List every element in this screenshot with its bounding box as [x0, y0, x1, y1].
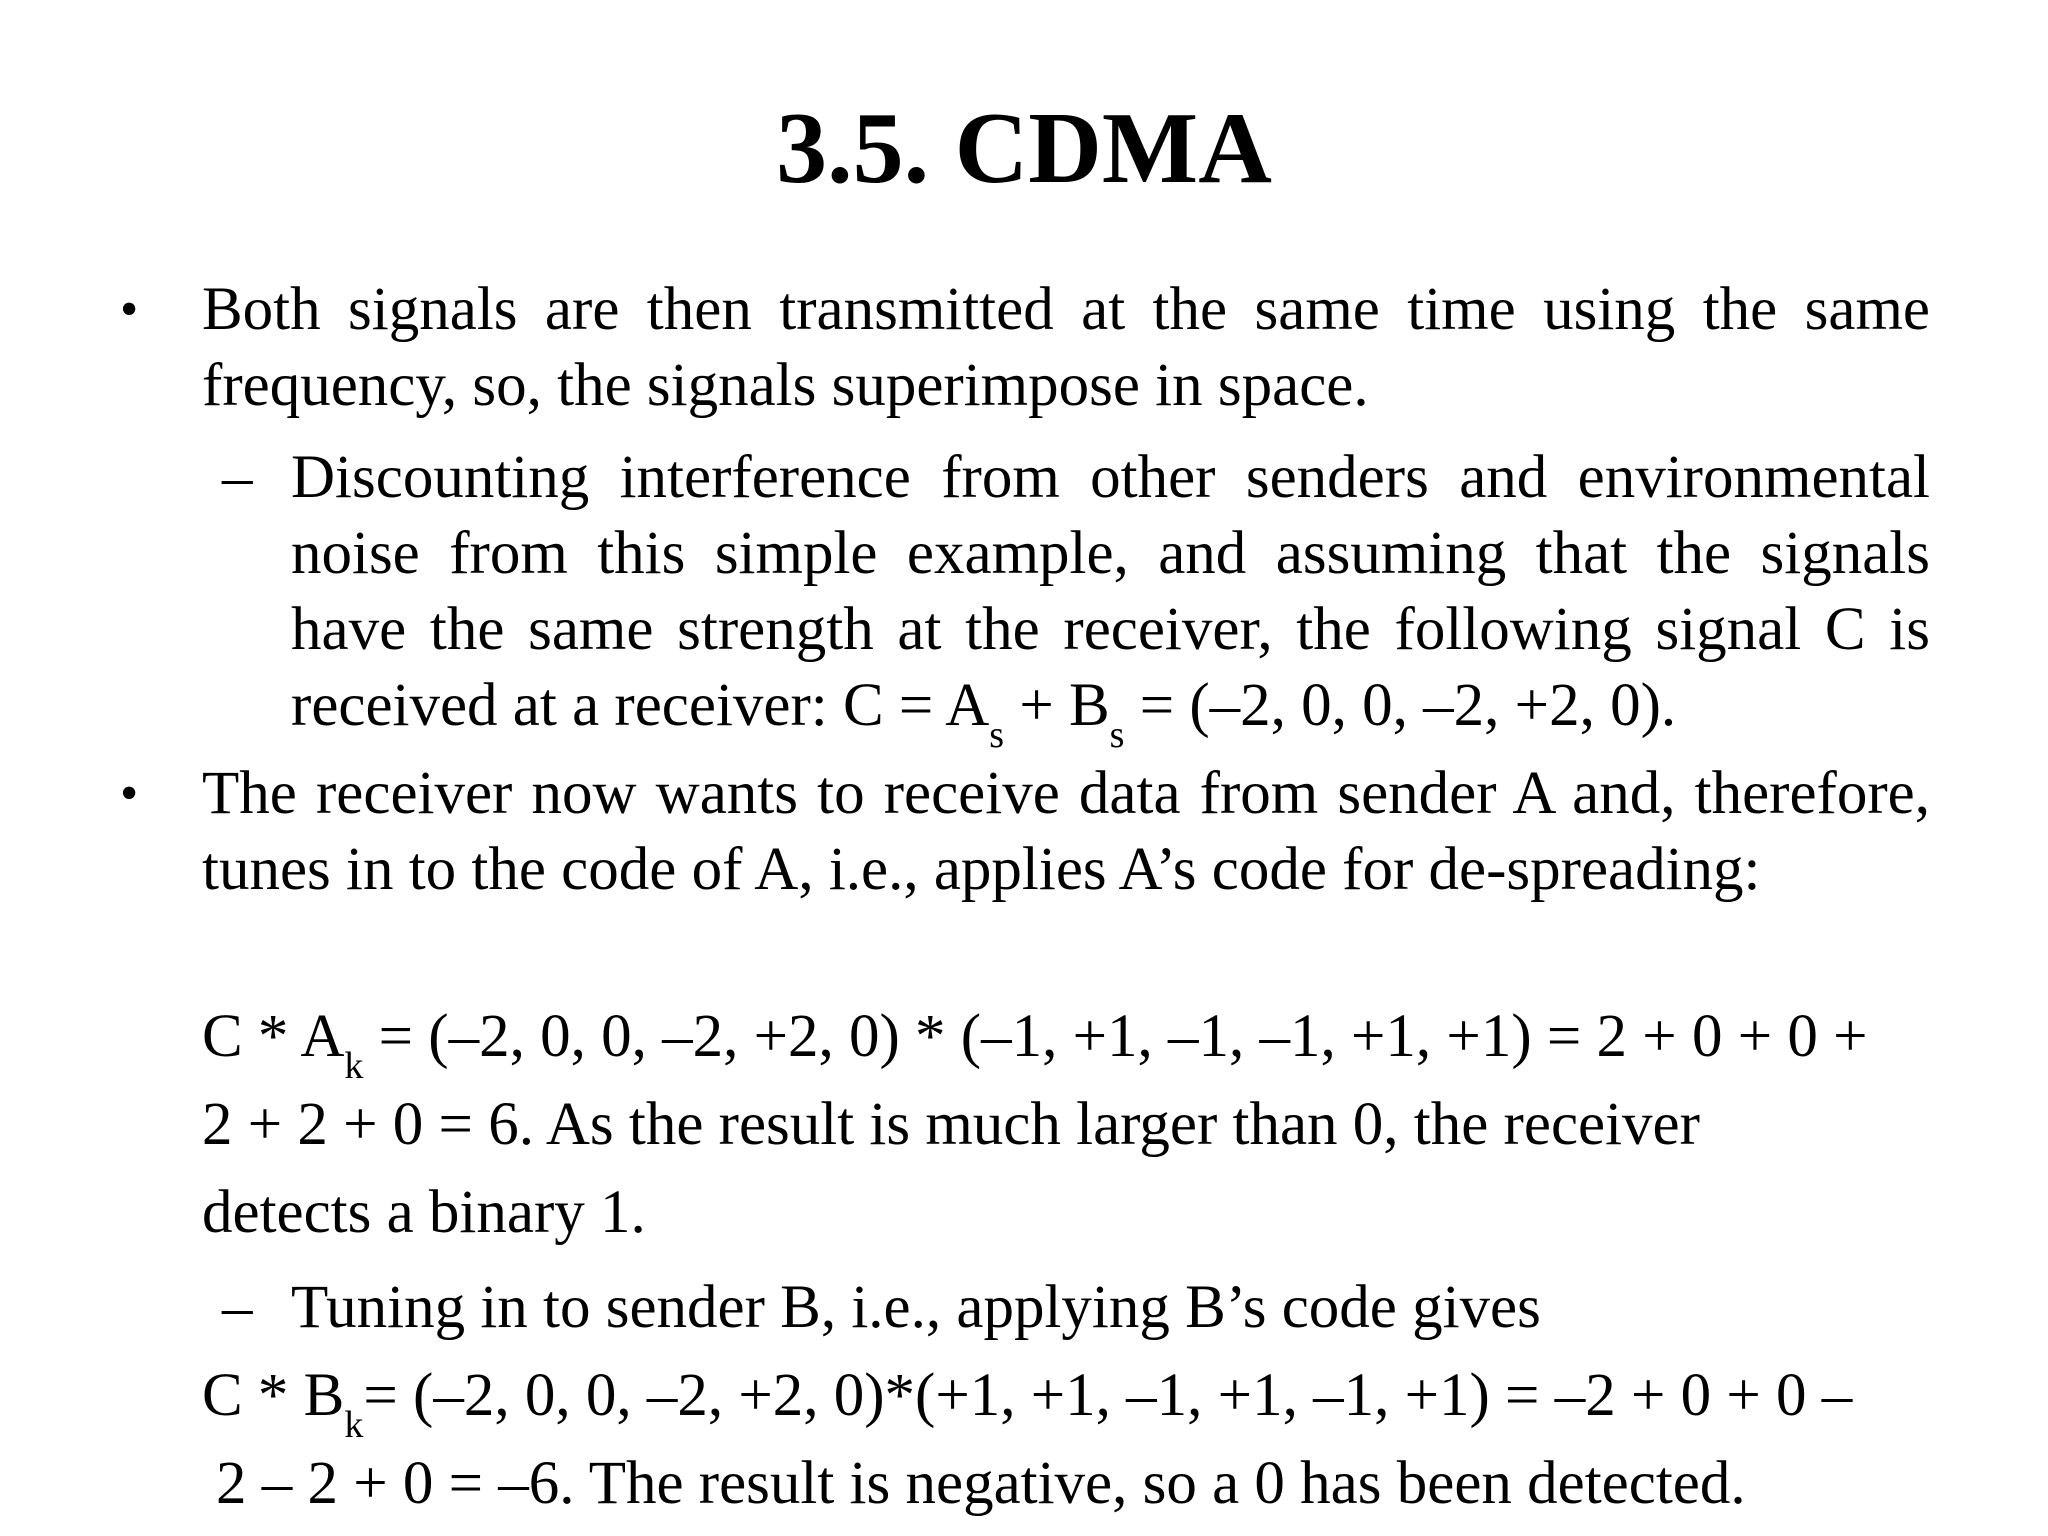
calc-a-line-3: detects a binary 1.	[202, 1179, 646, 1246]
calc-a-prefix: C * A	[202, 1003, 345, 1070]
calc-b-prefix: C * B	[202, 1362, 345, 1429]
calc-a-line-1	[202, 999, 1868, 1087]
sub-bullet-text-1-part-a: Discounting interference from other senders and environmental noise from this simple example, and assuming that the signals have the same strength at the receiver, the following signal C is received at a receiver: C = A	[291, 444, 1930, 739]
calc-b-rest: = (–2, 0, 0, –2, +2, 0)*(+1, +1, –1, +1, –1, +1) = –2 + 0 + 0 –	[363, 1362, 1853, 1429]
subscript-s-a: s	[989, 714, 1005, 756]
dash-marker-1: –	[222, 444, 253, 511]
sub-bullet-text-1-part-b: + B	[1004, 672, 1110, 739]
bullet-marker-1: •	[120, 281, 139, 338]
calc-b-line-2: 2 – 2 + 0 = –6. The result is negative, so a 0 has been detected.	[216, 1450, 1746, 1517]
sub-bullet-text-2: Tuning in to sender B, i.e., applying B’s code gives	[291, 1274, 1541, 1341]
sub-bullet-text-1-part-c: = (–2, 0, 0, –2, +2, 0).	[1124, 672, 1677, 739]
sub-bullet-text-1	[291, 440, 1930, 756]
bullet-text-1: Both signals are then transmitted at the same time using the same frequency, so, the signals superimpose in space.	[202, 276, 1930, 419]
bullet-marker-2: •	[120, 765, 139, 822]
slide-title: 3.5. CDMA	[776, 92, 1272, 205]
calc-b-line-1	[202, 1358, 1853, 1446]
calc-a-subscript: k	[344, 1045, 364, 1087]
calc-a-line-2: 2 + 2 + 0 = 6. As the result is much larger than 0, the receiver	[202, 1091, 1700, 1158]
calc-a-rest: = (–2, 0, 0, –2, +2, 0) * (–1, +1, –1, –1, +1, +1) = 2 + 0 + 0 +	[363, 1003, 1868, 1070]
dash-marker-2: –	[222, 1274, 253, 1341]
bullet-text-2: The receiver now wants to receive data from sender A and, therefore, tunes in to the code of A, i.e., applies A’s code for de-spreading:	[202, 760, 1930, 903]
calc-b-subscript: k	[344, 1404, 364, 1446]
subscript-s-b: s	[1109, 714, 1125, 756]
